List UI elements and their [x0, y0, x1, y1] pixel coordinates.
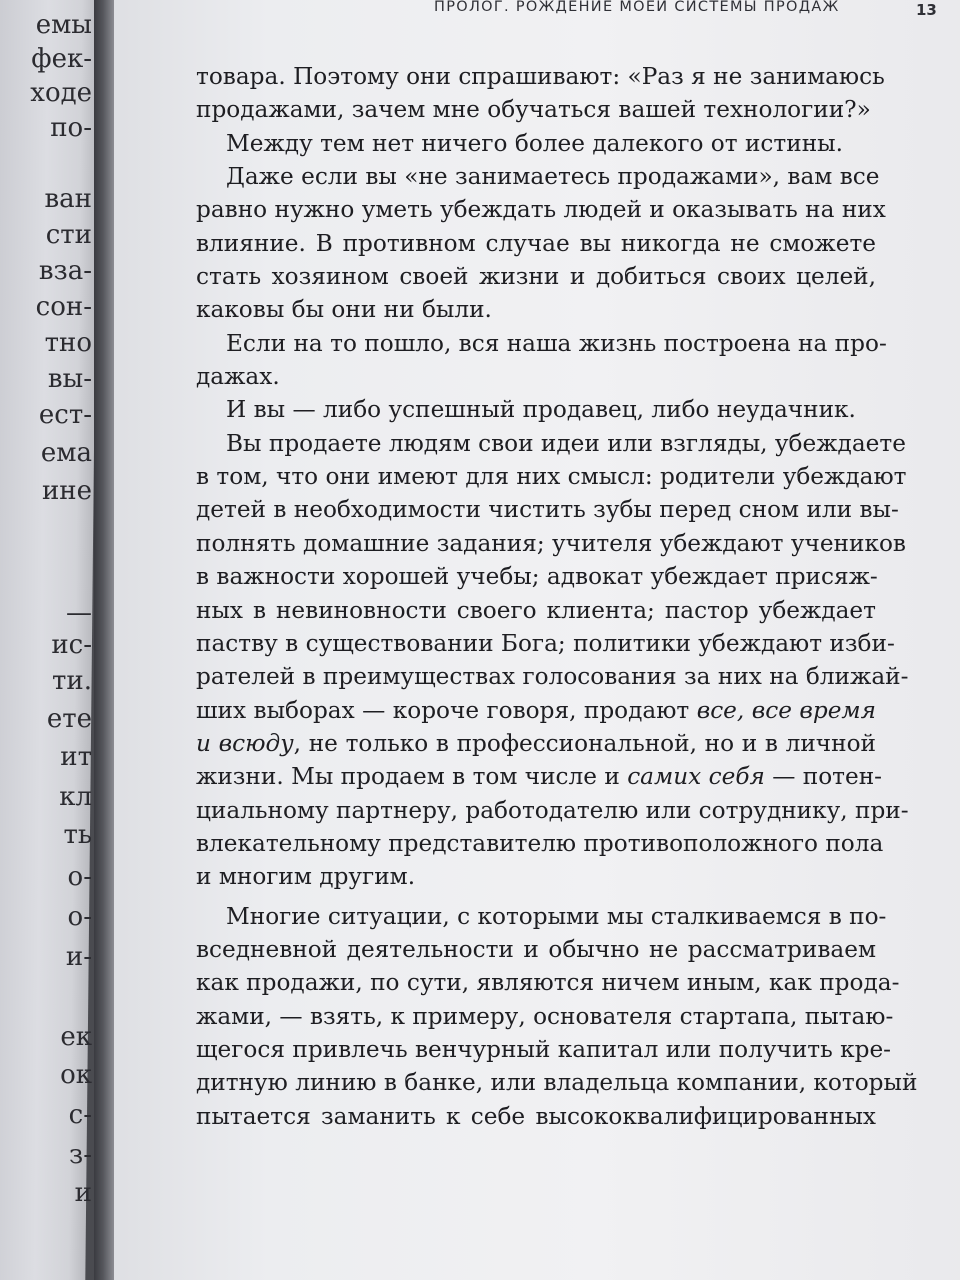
text-line	[196, 560, 876, 593]
line-text: дажах.	[196, 363, 280, 391]
line-text: щегося привлечь венчурный капитал или получить кре-	[196, 1035, 892, 1063]
text-line	[196, 227, 876, 260]
left-page-fragment: ходе	[30, 78, 92, 108]
left-page-fragment: о-	[67, 862, 92, 892]
left-page-fragment: ок	[60, 1060, 92, 1090]
line-text: в важности хорошей учебы; адвокат убеждает присяж-	[196, 563, 878, 591]
left-page-fragment: вза-	[38, 256, 92, 286]
left-page-fragment: ти.	[52, 666, 92, 696]
line-text: влияние. В противном случае вы никогда не сможете	[196, 229, 876, 257]
text-line	[196, 1033, 892, 1066]
text-line	[196, 427, 906, 460]
line-text: , не только в профессиональной, но и в личной	[293, 729, 876, 757]
text-line	[196, 966, 900, 999]
text-line	[196, 460, 907, 493]
line-text: вседневной деятельности и обычно не рассматриваем	[196, 935, 876, 963]
text-line	[196, 1100, 876, 1133]
left-page-fragment: ть	[63, 820, 92, 850]
left-page-fragment: ест-	[38, 400, 92, 430]
left-page-fragment: о-	[67, 902, 92, 932]
text-line	[196, 627, 895, 660]
text-line	[196, 594, 876, 627]
line-text: пытается заманить к себе высококвалифицированных	[196, 1102, 876, 1130]
line-text: в том, что они имеют для них смысл: родители убеждают	[196, 463, 907, 491]
page-number: 13	[916, 1, 937, 19]
left-page-fragment: ема	[40, 438, 92, 468]
line-text: Если на то пошло, вся наша жизнь построена на про-	[226, 329, 887, 357]
line-text: И вы — либо успешный продавец, либо неудачник.	[226, 396, 856, 424]
left-page-fragment: тно	[44, 328, 92, 358]
line-text: товара. Поэтому они спрашивают: «Раз я не занимаюсь	[196, 63, 885, 90]
left-page-fragment: емы	[35, 10, 92, 40]
text-line	[196, 860, 876, 893]
text-line	[196, 660, 909, 693]
line-text: каковы бы они ни были.	[196, 296, 492, 324]
line-text: Даже если вы «не занимаетесь продажами», вам все	[226, 163, 880, 191]
text-line	[196, 60, 885, 93]
line-text: паству в существовании Бога; политики убеждают изби-	[196, 629, 895, 657]
left-page-fragment: ван	[44, 184, 92, 214]
left-page-fragment: ине	[41, 476, 92, 506]
line-text: влекательному представителю противоположного пола	[196, 829, 884, 857]
left-page-fragment: фек-	[31, 44, 92, 74]
left-page-fragment: ек	[60, 1022, 92, 1052]
left-page-fragment: с-	[68, 1100, 92, 1130]
text-line	[196, 1000, 894, 1033]
left-page-fragment: сти	[45, 220, 92, 250]
left-page-fragment: сон-	[35, 292, 92, 322]
left-page-fragment: ис-	[51, 630, 92, 660]
line-text: полнять домашние задания; учителя убеждают учеников	[196, 529, 906, 557]
text-line	[196, 293, 876, 326]
book-gutter	[94, 0, 114, 1280]
left-page-fragment: ит	[60, 742, 92, 772]
text-line	[196, 160, 880, 193]
text-line	[196, 127, 876, 160]
line-text: продажами, зачем мне обучаться вашей технологии?»	[196, 96, 871, 124]
text-line	[196, 900, 887, 933]
line-text: ших выборах — короче говоря, продают	[196, 696, 697, 724]
line-text: и многим другим.	[196, 863, 416, 891]
line-text: жами, — взять, к примеру, основателя стартапа, пытаю-	[196, 1002, 894, 1030]
text-line	[196, 260, 876, 293]
left-page-text-fragments	[0, 0, 96, 1280]
text-line	[196, 327, 887, 360]
line-text: циальному партнеру, работодателю или сотруднику, при-	[196, 796, 909, 824]
line-text: Многие ситуации, с которыми мы сталкиваемся в по-	[226, 902, 887, 930]
text-line	[196, 360, 876, 393]
running-head: ПРОЛОГ. РОЖДЕНИЕ МОЕЙ СИСТЕМЫ ПРОДАЖ	[434, 0, 840, 15]
left-page-fragment: з-	[69, 1140, 92, 1170]
line-text: жизни. Мы продаем в том числе и	[196, 763, 628, 791]
text-line	[196, 933, 876, 966]
emphasis-text: и всюду	[196, 729, 294, 757]
text-line	[196, 794, 909, 827]
text-line	[196, 760, 883, 793]
left-page-fragment: ете	[46, 704, 92, 734]
left-page-fragment: и	[74, 1178, 92, 1208]
left-page-fragment: —	[66, 598, 92, 628]
emphasis-text: самих себя	[627, 763, 765, 791]
left-page-fragment: и-	[65, 942, 92, 972]
text-line	[196, 694, 876, 727]
text-line	[196, 727, 876, 760]
left-page-fragment: вы-	[47, 364, 92, 394]
line-text: ных в невиновности своего клиента; пастор убеждает	[196, 596, 876, 624]
line-text: равно нужно уметь убеждать людей и оказывать на них	[196, 196, 886, 224]
line-text: Между тем нет ничего более далекого от истины.	[226, 129, 843, 157]
text-line	[196, 393, 876, 426]
left-page-fragment: по-	[50, 113, 92, 143]
left-page-fragment: кл	[59, 782, 92, 812]
text-line	[196, 493, 899, 526]
line-text: дитную линию в банке, или владельца компании, который	[196, 1069, 918, 1097]
line-text: рателей в преимуществах голосования за них на ближай-	[196, 663, 909, 691]
emphasis-text: все, все время	[696, 696, 876, 724]
text-line	[196, 193, 886, 226]
line-text: Вы продаете людям свои идеи или взгляды, убеждаете	[226, 429, 906, 457]
line-text: как продажи, по сути, являются ничем иным, как прода-	[196, 969, 900, 997]
text-line	[196, 1066, 918, 1099]
line-text: стать хозяином своей жизни и добиться своих целей,	[196, 263, 876, 291]
body-text	[196, 60, 918, 1133]
text-line	[196, 93, 876, 126]
line-text: детей в необходимости чистить зубы перед сном или вы-	[196, 496, 899, 524]
line-text: — потен-	[764, 763, 883, 791]
text-line	[196, 827, 884, 860]
text-line	[196, 527, 906, 560]
